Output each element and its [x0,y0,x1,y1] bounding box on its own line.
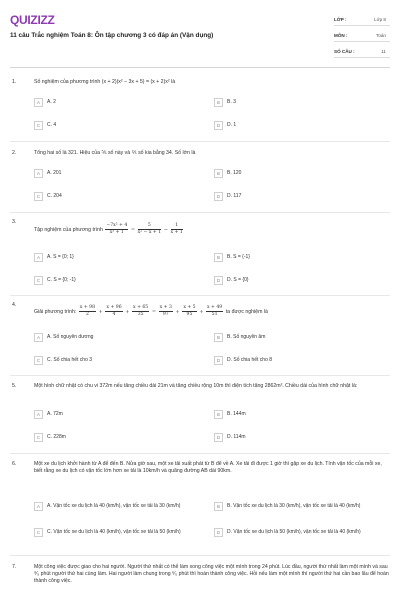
meta-value: Lớp 8 [374,17,386,22]
option-b[interactable] [214,333,265,342]
option-a[interactable] [34,333,93,342]
option-d[interactable] [214,356,272,365]
option-c[interactable] [34,356,92,365]
question-separator [10,141,390,142]
option-d[interactable] [214,276,249,285]
option-c[interactable] [34,528,194,537]
option-text: D. 1 [227,122,237,129]
option-a[interactable] [34,169,61,178]
option-b[interactable] [214,169,241,178]
question-separator [10,212,390,213]
question-number: 6. [12,461,17,467]
question-text: Số nghiệm của phương trình (x + 2)(x² − 3x + 5) = (x + 2)x² là [34,79,176,85]
option-letter: A [34,169,43,178]
option-text: C. 4 [47,122,57,129]
question-lead: Tập nghiệm của phương trình [34,227,103,233]
equation [104,223,183,235]
option-text: D. 117 [227,193,242,200]
option-text: A. 2 [47,99,56,106]
meta-row-subject [334,30,390,42]
option-c[interactable] [34,121,56,130]
option-text: B. S = {-1} [227,254,250,261]
option-b[interactable] [214,253,250,262]
question-number: 5. [12,383,17,389]
option-text: B. 120 [227,170,242,177]
fraction: $\frac{5}{\text{x² − x + 1}}$ [137,223,162,235]
option-letter: C [34,121,43,130]
meta-key: SỐ CÂU : [334,49,355,54]
option-text: C. 204 [47,193,62,200]
fraction: $\frac{x + 65}{35}$ [133,305,149,317]
question-separator [10,453,390,454]
question-number: 4. [12,302,17,308]
option-letter: A [34,333,43,342]
question-text: Một công việc được giao cho hai người. Người thứ nhất có thể làm xong công việc một mình trong 24 phút. Lúc đầu, người thứ nhất làm một mình và sau ⁹⁄₅ phút người thứ hai cùng làm. Hai người làm chung trong ⁶⁄₅ phút thì hoàn thành công việc. Hỏi nếu làm một mình thì người thứ hai cần bao lâu để hoàn thành công việc. [34,564,389,585]
operator: = [130,227,136,233]
option-text: A. Số nguyên dương [47,334,94,341]
meta-value: 11 [381,49,386,54]
option-c[interactable] [34,192,62,201]
fraction: $\frac{1}{x + 1}$ [170,223,183,235]
option-letter: A [34,410,43,419]
option-letter: D [214,121,223,130]
option-text: D. Số chia hết cho 8 [227,357,273,364]
option-text: D. Vận tốc xe du lịch là 50 (km/h), vận tốc xe tải là 40 (km/h) [227,529,361,536]
option-letter: C [34,192,43,201]
option-letter: D [214,433,223,442]
option-text: B. Số nguyên âm [227,334,266,341]
option-d[interactable] [214,433,246,442]
option-c[interactable] [34,276,76,285]
page-title: 11 câu Trắc nghiệm Toán 8: Ôn tập chương 3 có đáp án (Vận dụng) [10,32,214,39]
question-text: Một xe du lịch khởi hành từ A để đến B. Nửa giờ sau, một xe tải xuất phát từ B để về A. Xe tải đi được 1 giờ thì gặp xe du lịch. Tính vận tốc của mỗi xe, biết rằng xe du lịch có vận tốc lớn hơn xe tải là 10km/h và quãng đường AB dài 90km. [34,461,382,475]
question-number: 7. [12,564,17,570]
option-letter: B [214,502,223,511]
option-text: B. 3 [227,99,236,106]
question-text [34,223,390,236]
fraction: $\frac{x + 96}{4}$ [106,305,122,317]
question-separator [10,555,390,556]
operator: − [163,227,168,233]
option-letter: D [214,276,223,285]
option-text: C. 228m [47,434,66,441]
operator: + [175,309,180,315]
header-divider [10,67,390,68]
option-text: C. S = {0; -1} [47,277,76,284]
option-text: B. 144m [227,411,246,418]
page-header [0,0,400,70]
option-text: D. 114m [227,434,246,441]
operator: + [199,309,204,315]
option-a[interactable] [34,253,74,262]
option-text: C. Số chia hết cho 3 [47,357,93,364]
option-text: A. 72m [47,411,63,418]
option-b[interactable] [214,502,386,511]
option-c[interactable] [34,433,66,442]
operator: + [125,309,130,315]
option-text: A. 201 [47,170,62,177]
fraction: $\frac{\text{−7x² + 4}}{\text{x³ + 1}}$ [106,223,128,235]
option-letter: A [34,253,43,262]
fraction: $\frac{x + 49}{51}$ [207,305,223,317]
option-b[interactable] [214,410,246,419]
option-letter: C [34,356,43,365]
option-letter: B [214,253,223,262]
option-b[interactable] [214,98,236,107]
fraction: $\frac{x + 98}{2}$ [79,305,96,317]
meta-key: LỚP : [334,17,347,22]
option-letter: B [214,410,223,419]
meta-row-count [334,46,390,58]
quizizz-logo: QUIZIZZ [10,13,55,27]
meta-value: Toán [376,33,386,38]
quiz-meta [334,14,390,62]
option-letter: B [214,169,223,178]
question-number: 2. [12,150,17,156]
option-a[interactable] [34,98,56,107]
question-text: Một hình chữ nhật có chu vi 372m nếu tăng chiều dài 21m và tăng chiều rộng 10m thì diện tích tăng 2862m². Chiều dài của hình chữ nhật là: [34,383,358,389]
option-letter: B [214,98,223,107]
operator: + [98,309,103,315]
option-d[interactable] [214,528,386,537]
question-separator [10,295,390,296]
option-letter: D [214,356,223,365]
meta-row-grade [334,14,390,26]
fraction: $\frac{x + 3}{97}$ [159,305,172,317]
question-number: 1. [12,79,17,85]
option-a[interactable] [34,502,194,511]
option-d[interactable] [214,121,236,130]
question-number: 3. [12,219,17,225]
question-tail: ta được nghiệm là [225,309,268,315]
option-d[interactable] [214,192,241,201]
option-letter: C [34,433,43,442]
option-letter: A [34,502,43,511]
option-text: B. Vận tốc xe du lịch là 30 (km/h), vận tốc xe tải là 40 (km/h) [227,503,361,510]
option-text: D. S = {0} [227,277,249,284]
fraction: $\frac{x + 5}{95}$ [183,305,196,317]
option-letter: C [34,528,43,537]
option-letter: C [34,276,43,285]
option-letter: D [214,528,223,537]
question-lead: Giải phương trình: [34,309,77,315]
option-letter: A [34,98,43,107]
question-text [34,305,390,318]
equation [78,305,226,317]
option-text: C. Vận tốc xe du lịch là 40 (km/h), vận tốc xe tải là 50 (km/h) [47,529,181,536]
option-letter: B [214,333,223,342]
option-text: A. S = {0; 1} [47,254,74,261]
operator: = [151,309,157,315]
meta-key: MÔN : [334,33,348,38]
question-text: Tổng hai số là 321. Hiệu của ⅚ số này và ⅖ số kia bằng 34. Số lớn là [34,150,196,156]
option-a[interactable] [34,410,63,419]
question-separator [10,375,390,376]
option-text: A. Vận tốc xe du lịch là 40 (km/h), vận tốc xe tải là 30 (km/h) [47,503,181,510]
option-letter: D [214,192,223,201]
